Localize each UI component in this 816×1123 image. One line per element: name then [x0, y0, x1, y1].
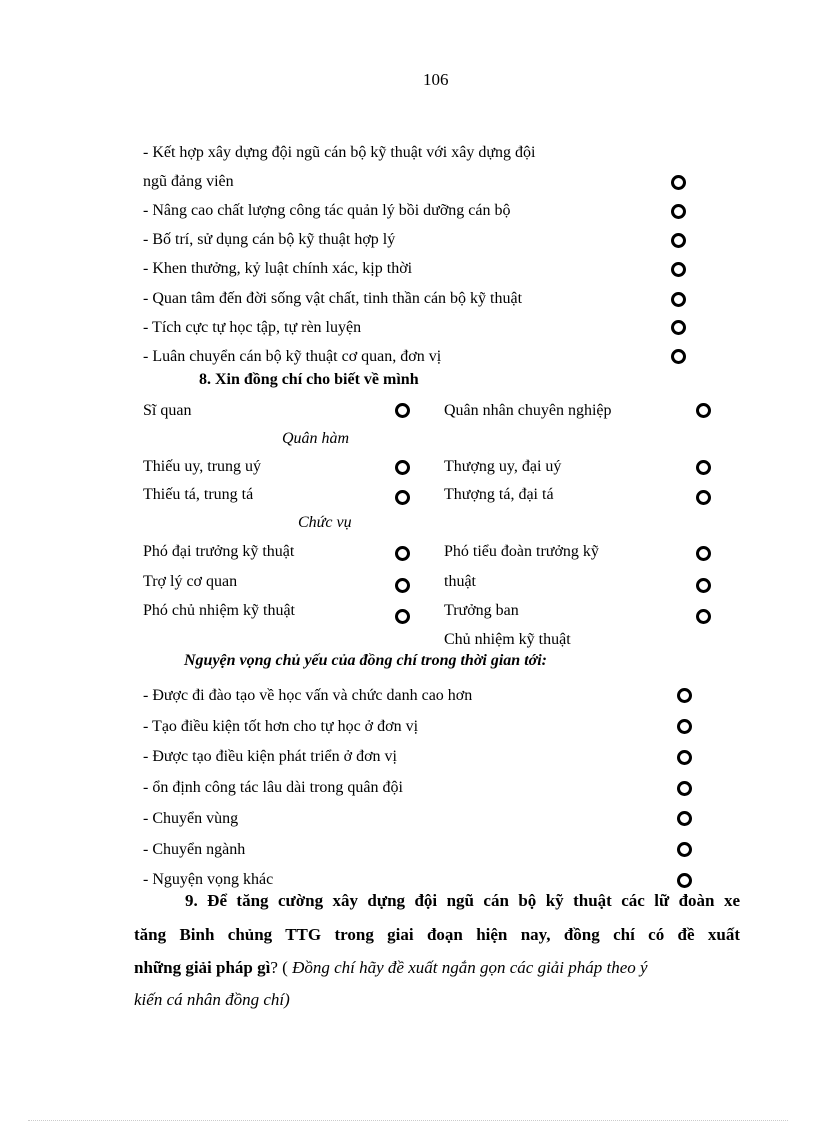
radio-option[interactable] [696, 609, 711, 624]
list-item-text: - Quan tâm đến đời sống vật chất, tinh thần cán bộ kỹ thuật [143, 290, 523, 307]
radio-option[interactable] [677, 719, 692, 734]
position-label: Chức vụ [298, 514, 352, 531]
radio-option[interactable] [696, 578, 711, 593]
question-italic: Đồng chí hãy đề xuất ngắn gọn các giải pháp theo ý [292, 958, 648, 977]
page-footer-rule [28, 1120, 788, 1121]
radio-option[interactable] [677, 781, 692, 796]
list-item-text: - Nâng cao chất lượng công tác quản lý bồi dưỡng cán bộ [143, 202, 511, 219]
page-number: 106 [423, 70, 449, 89]
list-item-text: - Tích cực tự học tập, tự rèn luyện [143, 319, 362, 336]
radio-option[interactable] [671, 349, 686, 364]
question-text: 9. Để tăng cường xây dựng đội ngũ cán bộ kỹ thuật các lữ đoàn xe [185, 891, 740, 910]
radio-option[interactable] [677, 842, 692, 857]
radio-option[interactable] [677, 811, 692, 826]
list-item-text: - Khen thưởng, kỷ luật chính xác, kịp thời [143, 260, 413, 277]
radio-option[interactable] [696, 403, 711, 418]
list-item-text: - Được tạo điều kiện phát triển ở đơn vị [143, 748, 397, 765]
radio-option[interactable] [395, 609, 410, 624]
option-label: Chủ nhiệm kỹ thuật [444, 631, 571, 648]
radio-option[interactable] [671, 233, 686, 248]
radio-option[interactable] [671, 262, 686, 277]
radio-option[interactable] [677, 750, 692, 765]
list-item-text: - Bố trí, sử dụng cán bộ kỹ thuật hợp lý [143, 231, 396, 248]
question-text: tăng Binh chủng TTG trong giai đoạn hiện nay, đồng chí có đề xuất [134, 925, 740, 944]
list-item-text: - Được đi đào tạo về học vấn và chức danh cao hơn [143, 687, 473, 704]
list-item-text: - Tạo điều kiện tốt hơn cho tự học ở đơn vị [143, 718, 419, 735]
option-label: Sĩ quan [143, 402, 192, 419]
list-item-text: - ổn định công tác lâu dài trong quân đội [143, 779, 403, 796]
radio-option[interactable] [696, 460, 711, 475]
radio-option[interactable] [696, 546, 711, 561]
option-label: Trợ lý cơ quan [143, 573, 238, 590]
list-item-text: - Chuyển ngành [143, 841, 246, 858]
question-bold: những giải pháp gì [134, 958, 271, 977]
option-label: Quân nhân chuyên nghiệp [444, 402, 612, 419]
option-label: Thiếu tá, trung tá [143, 486, 254, 503]
option-label: Thượng uy, đại uý [444, 458, 562, 475]
radio-option[interactable] [395, 490, 410, 505]
option-label: Phó đại trưởng kỹ thuật [143, 543, 295, 560]
question-text [134, 958, 740, 978]
radio-option[interactable] [677, 688, 692, 703]
radio-option[interactable] [395, 578, 410, 593]
rank-label: Quân hàm [282, 430, 350, 447]
question-italic-line: kiến cá nhân đồng chí) [134, 990, 290, 1009]
question-heading: 8. Xin đồng chí cho biết về mình [199, 371, 419, 388]
radio-option[interactable] [395, 460, 410, 475]
list-item-text: - Luân chuyển cán bộ kỹ thuật cơ quan, đơn vị [143, 348, 442, 365]
option-label: Trưởng ban [444, 602, 519, 619]
radio-option[interactable] [671, 204, 686, 219]
list-item-text: - Nguyện vọng khác [143, 871, 274, 888]
list-item-text: ngũ đảng viên [143, 173, 234, 190]
radio-option[interactable] [395, 403, 410, 418]
radio-option[interactable] [671, 175, 686, 190]
radio-option[interactable] [671, 320, 686, 335]
radio-option[interactable] [671, 292, 686, 307]
radio-option[interactable] [696, 490, 711, 505]
radio-option[interactable] [677, 873, 692, 888]
section-heading: Nguyện vọng chủ yếu của đồng chí trong thời gian tới: [184, 652, 547, 669]
list-item-text: - Chuyển vùng [143, 810, 239, 827]
option-label: Thượng tá, đại tá [444, 486, 554, 503]
option-label: thuật [444, 573, 476, 590]
list-item-text: - Kết hợp xây dựng đội ngũ cán bộ kỹ thuật với xây dựng đội [143, 144, 536, 161]
option-label: Phó tiểu đoàn trưởng kỹ [444, 543, 599, 560]
question-paren: ? ( [270, 958, 293, 977]
radio-option[interactable] [395, 546, 410, 561]
option-label: Thiếu uy, trung uý [143, 458, 262, 475]
option-label: Phó chủ nhiệm kỹ thuật [143, 602, 295, 619]
